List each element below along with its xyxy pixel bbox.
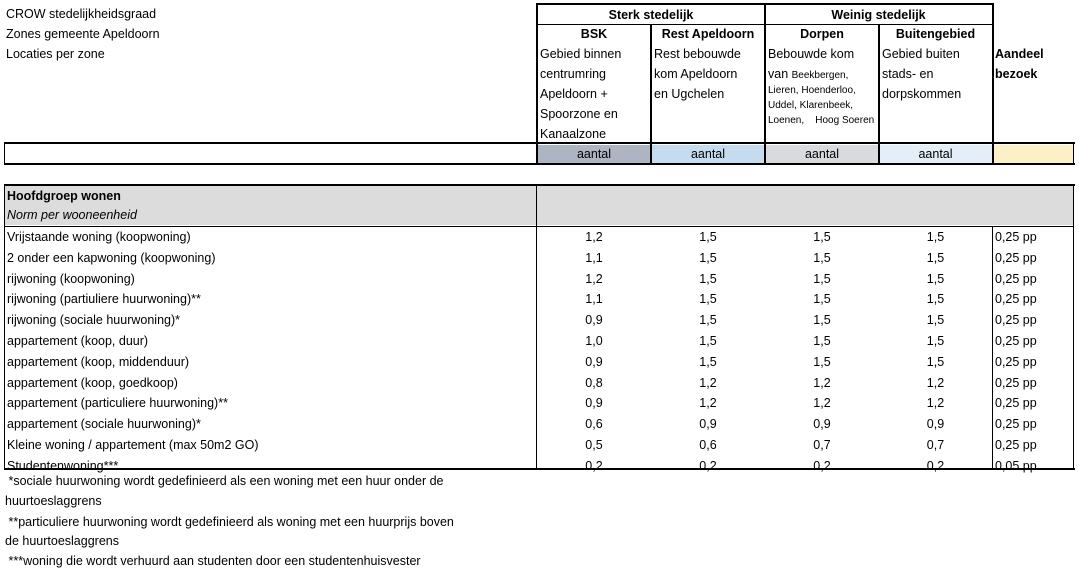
col-head-buitengebied: Buitengebied [895, 27, 976, 41]
section-fill-values [537, 185, 1073, 225]
footnote-2: **particuliere huurwoning wordt gedefinieerd als woning met een huurprijs boven [5, 515, 454, 529]
row-value: 1,5 [699, 272, 717, 286]
row-value: 0,9 [926, 417, 945, 431]
row-value: 1,5 [926, 313, 945, 327]
row-value: 0,2 [926, 459, 945, 473]
row-value: 0,2 [699, 459, 717, 473]
main-vline-label [536, 185, 537, 469]
row-value: 1,5 [813, 334, 831, 348]
footnote-1: *sociale huurwoning wordt gedefinieerd als een woning met een huur onder de [5, 474, 444, 488]
section-subtitle: Norm per wooneenheid [7, 208, 137, 222]
row-value: 0,2 [585, 459, 603, 473]
row-value: 1,5 [813, 355, 831, 369]
footnote-3: ***woning die wordt verhuurd aan studenten door een studentenhuisvester [5, 554, 421, 568]
main-vline-aandeel [992, 227, 993, 469]
row-value: 0,6 [699, 438, 717, 452]
row-value: 1,5 [813, 313, 831, 327]
bsk-desc-3: Apeldoorn + [540, 87, 608, 101]
group-weinig-stedelijk: Weinig stedelijk [831, 8, 926, 22]
row-label: Vrijstaande woning (koopwoning) [7, 230, 191, 244]
row-value: 1,5 [926, 230, 945, 244]
row-label: appartement (koop, middenduur) [7, 355, 190, 369]
row-aandeel: 0,25 pp [995, 396, 1037, 410]
row-value: 1,2 [926, 396, 945, 410]
row-value: 0,7 [926, 438, 945, 452]
header-desc-bottom-border [4, 142, 1075, 144]
dorpen-desc-van-word: van [768, 67, 789, 81]
row-value: 1,5 [699, 313, 717, 327]
row-value: 1,1 [585, 251, 603, 265]
row-aandeel: 0,25 pp [995, 272, 1037, 286]
row-label: Kleine woning / appartement (max 50m2 GO) [7, 438, 259, 452]
dorpen-desc-small-4: Loenen, Hoog Soeren [768, 115, 875, 126]
row-value: 1,5 [926, 272, 945, 286]
row-value: 1,5 [926, 334, 945, 348]
row-aandeel: 0,25 pp [995, 230, 1037, 244]
rest-desc-3: en Ugchelen [654, 87, 725, 101]
row-label: rijwoning (koopwoning) [7, 272, 135, 286]
row-value: 1,5 [699, 334, 717, 348]
section-bottom-border [4, 226, 1074, 227]
row-value: 1,2 [585, 230, 603, 244]
table-title: CROW stedelijkheidsgraad [6, 7, 157, 21]
header-vline-2 [650, 24, 652, 164]
dorpen-desc-small-1: Beekbergen, [791, 70, 849, 81]
row-value: 0,5 [585, 438, 603, 452]
header-vline-1 [536, 3, 538, 164]
row-value: 1,5 [926, 251, 945, 265]
aandeel-label-1: Aandeel [995, 47, 1044, 61]
row-value: 1,5 [926, 355, 945, 369]
row-label: Studentenwoning*** [7, 459, 119, 473]
bsk-desc-2: centrumring [540, 67, 606, 81]
row-value: 1,2 [585, 272, 603, 286]
row-label: appartement (particuliere huurwoning)** [7, 396, 228, 410]
main-top-border [4, 184, 1075, 186]
row-label: rijwoning (partiuliere huurwoning)** [7, 292, 201, 306]
row-value: 1,5 [813, 251, 831, 265]
group-sterk-stedelijk: Sterk stedelijk [608, 8, 694, 22]
footnote-2-cont: de huurtoeslaggrens [5, 534, 119, 548]
row-value: 1,5 [813, 230, 831, 244]
buiten-desc-3: dorpskommen [882, 87, 962, 101]
row-value: 1,5 [699, 292, 717, 306]
section-title: Hoofdgroep wonen [7, 189, 121, 203]
row-value: 1,0 [585, 334, 603, 348]
bsk-desc-1: Gebied binnen [540, 47, 622, 61]
unit-bsk: aantal [576, 147, 612, 161]
bsk-desc-4: Spoorzone en [540, 107, 618, 121]
row-value: 1,2 [699, 376, 717, 390]
rest-desc-1: Rest bebouwde [654, 47, 741, 61]
row-label: rijwoning (sociale huurwoning)* [7, 313, 181, 327]
row-value: 1,5 [699, 355, 717, 369]
row-aandeel: 0,05 pp [995, 459, 1037, 473]
locaties-label: Locaties per zone [6, 47, 105, 61]
col-head-bsk: BSK [580, 27, 608, 41]
row-value: 0,9 [585, 355, 603, 369]
row-value: 1,5 [699, 251, 717, 265]
row-value: 1,2 [813, 376, 831, 390]
row-aandeel: 0,25 pp [995, 292, 1037, 306]
row-label: appartement (koop, goedkoop) [7, 376, 178, 390]
unit-fill-aandeel [992, 145, 1074, 164]
col-head-dorpen: Dorpen [800, 27, 844, 41]
row-value: 0,9 [585, 313, 603, 327]
col-head-rest-apeldoorn: Rest Apeldoorn [661, 27, 755, 41]
rest-desc-2: kom Apeldoorn [654, 67, 738, 81]
dorpen-desc-small-3: Uddel, Klarenbeek, [768, 100, 854, 111]
header-vline-5 [992, 3, 994, 164]
row-value: 1,2 [926, 376, 945, 390]
row-value: 0,7 [813, 438, 831, 452]
row-value: 1,5 [699, 230, 717, 244]
dorpen-desc-1: Bebouwde kom [768, 47, 855, 61]
row-value: 0,9 [585, 396, 603, 410]
row-value: 1,2 [699, 396, 717, 410]
row-label: appartement (koop, duur) [7, 334, 149, 348]
row-aandeel: 0,25 pp [995, 438, 1037, 452]
row-value: 0,6 [585, 417, 603, 431]
row-value: 0,2 [813, 459, 831, 473]
header-right-border [1073, 143, 1074, 164]
row-value: 1,1 [585, 292, 603, 306]
header-left-border [4, 143, 5, 164]
row-label: appartement (sociale huurwoning)* [7, 417, 201, 431]
row-aandeel: 0,25 pp [995, 376, 1037, 390]
unit-rest: aantal [690, 147, 726, 161]
row-label: 2 onder een kapwoning (koopwoning) [7, 251, 216, 265]
row-value: 1,5 [813, 272, 831, 286]
aandeel-label-2: bezoek [995, 67, 1038, 81]
header-bottom-border [4, 163, 1075, 165]
row-value: 1,5 [813, 292, 831, 306]
bsk-desc-5: Kanaalzone [540, 127, 607, 141]
main-right-border [1073, 185, 1074, 469]
row-value: 1,5 [926, 292, 945, 306]
zones-label: Zones gemeente Apeldoorn [6, 27, 160, 41]
row-aandeel: 0,25 pp [995, 251, 1037, 265]
buiten-desc-1: Gebied buiten [882, 47, 960, 61]
row-value: 0,9 [699, 417, 717, 431]
main-left-border [4, 185, 5, 469]
buiten-desc-2: stads- en [882, 67, 934, 81]
unit-buiten: aantal [918, 147, 953, 161]
main-bottom-border [4, 468, 1075, 470]
row-aandeel: 0,25 pp [995, 313, 1037, 327]
row-value: 1,2 [813, 396, 831, 410]
row-aandeel: 0,25 pp [995, 355, 1037, 369]
footnote-1-cont: huurtoeslaggrens [5, 494, 102, 508]
header-vline-3 [764, 3, 766, 164]
row-value: 0,9 [813, 417, 831, 431]
unit-dorpen: aantal [804, 147, 840, 161]
dorpen-desc-small-2: Lieren, Hoenderloo, [768, 85, 856, 96]
row-aandeel: 0,25 pp [995, 417, 1037, 431]
dorpen-desc-van [768, 64, 878, 84]
row-value: 0,8 [585, 376, 603, 390]
header-vline-4 [878, 24, 880, 164]
row-aandeel: 0,25 pp [995, 334, 1037, 348]
